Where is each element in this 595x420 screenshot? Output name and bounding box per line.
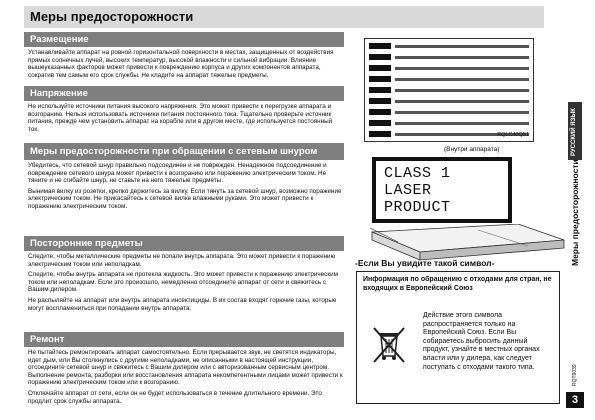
section-text: Устанавливайте аппарат на ровной горизонтальной поверхности в местах, защищенных от воздействия прямых солнечных лучей, высоких температур, высокой влажности и сильной вибрации. Влияние вышеуказанных факторов может привести к повреждению корпуса и других компонентов аппарата, сократив тем самым его срок службы. Не кладите на аппарат тяжелые предметы. xyxy=(28,49,334,79)
section-text: Не распыляйте на аппарат или внутрь аппарата инсектициды. В их состав входят горючие газы, которые могут воспламениться при попадании внутрь аппарата. xyxy=(28,296,337,312)
section-heading: Ремонт xyxy=(24,332,344,347)
laser-product-text: LASER PRODUCT xyxy=(384,182,451,216)
section-heading: Напряжение xyxy=(24,86,344,101)
warning-label-image xyxy=(364,38,534,142)
weee-info-box xyxy=(356,271,560,404)
section-text: Следите, чтобы металлические предметы не попали внутрь аппарата. Это может привести к поражению электрическим током или неполадкам. xyxy=(28,253,336,268)
section-repair xyxy=(24,332,344,408)
weee-text: Действие этого символа распространяется только на Европейский Союз. Если Вы собираетесь выбросить данный продукт, узнайте в местных органах власти или у дилера, как следует поступать с отходами такого типа. xyxy=(423,312,540,371)
section-heading: Меры предосторожности при обращении с сетевым шнуром xyxy=(24,143,344,160)
symbol-heading: -Если Вы увидите такой символ- xyxy=(355,258,495,268)
section-text: Не используйте источники питания высокого напряжения. Это может привести к перегрузке аппарата и возгоранию. Нельзя использовать источники питания постоянного тока. Тщательно проверьте источник питания, прежде чем установить аппарат на корабле или в другом месте, где используется постоянный ток. xyxy=(28,103,333,133)
side-section-title: Меры предосторожности xyxy=(570,159,580,266)
section-text: Отключайте аппарат от сети, если он не будет использоваться в течение длительного времени. Это продлит срок службы аппарата. xyxy=(28,389,322,405)
crossed-bin-icon xyxy=(369,324,409,364)
document-code: RQT9039 xyxy=(572,364,578,386)
section-text: Вынимая вилку из розетки, крепко держитесь за вилку. Если тянуть за сетевой шнур, возможно поражение электрическим током. Не прикасайтесь к сетевой вилке влажными руками. Это может привести к поражению электрическим током. xyxy=(28,187,342,210)
page-number: 3 xyxy=(566,392,584,408)
section-text: Не пытайтесь ремонтировать аппарат самостоятельно. Если прерывается звук, не светятся индикаторы, идет дым, или Вы столкнулись с другими неполадками, не описанными в настоящей инструкции, отсоедините сетевой шнур и свяжитесь с Вашим дилером или с авторизованным сервисным центром. Выполнение ремонта, разборки или восстановления аппарата некомпетентными лицами может привести к поражению электрическим током или к возгоранию. xyxy=(28,349,343,387)
laser-label xyxy=(372,157,512,223)
language-tab: РУССКИЙ ЯЗЫК xyxy=(568,102,582,160)
section-placement xyxy=(24,32,344,82)
section-heading: Посторонние предметы xyxy=(24,236,344,251)
page-title: Меры предосторожности xyxy=(24,6,544,28)
weee-title: Информация по обращению с отходами для стран, не входящих в Европейский Союз xyxy=(363,276,552,292)
label-code: RQLC40Q51 xyxy=(497,132,529,138)
section-heading: Размещение xyxy=(24,32,344,47)
section-foreign-objects xyxy=(24,236,344,315)
laser-class-text: CLASS 1 xyxy=(384,165,451,182)
section-power-cord xyxy=(24,143,344,214)
section-text: Убедитесь, что сетевой шнур правильно подсоединен и не поврежден. Ненадежное подсоединение и повреждение сетевого шнура может привести к возгоранию или поражению электрическим током. Не тяните и не сгибайте шнур, не ставьте на него тяжелые предметы. xyxy=(28,162,327,185)
section-text: Следите, чтобы внутрь аппарата не протекла жидкость. Это может привести к поражению электрическим током или неполадкам. Если это произошло, немедленно отсоедините аппарат от сети и свяжитесь с Вашим дилером. xyxy=(28,271,338,294)
section-voltage xyxy=(24,86,344,136)
inside-caption: (Внутри аппарата) xyxy=(444,146,500,153)
